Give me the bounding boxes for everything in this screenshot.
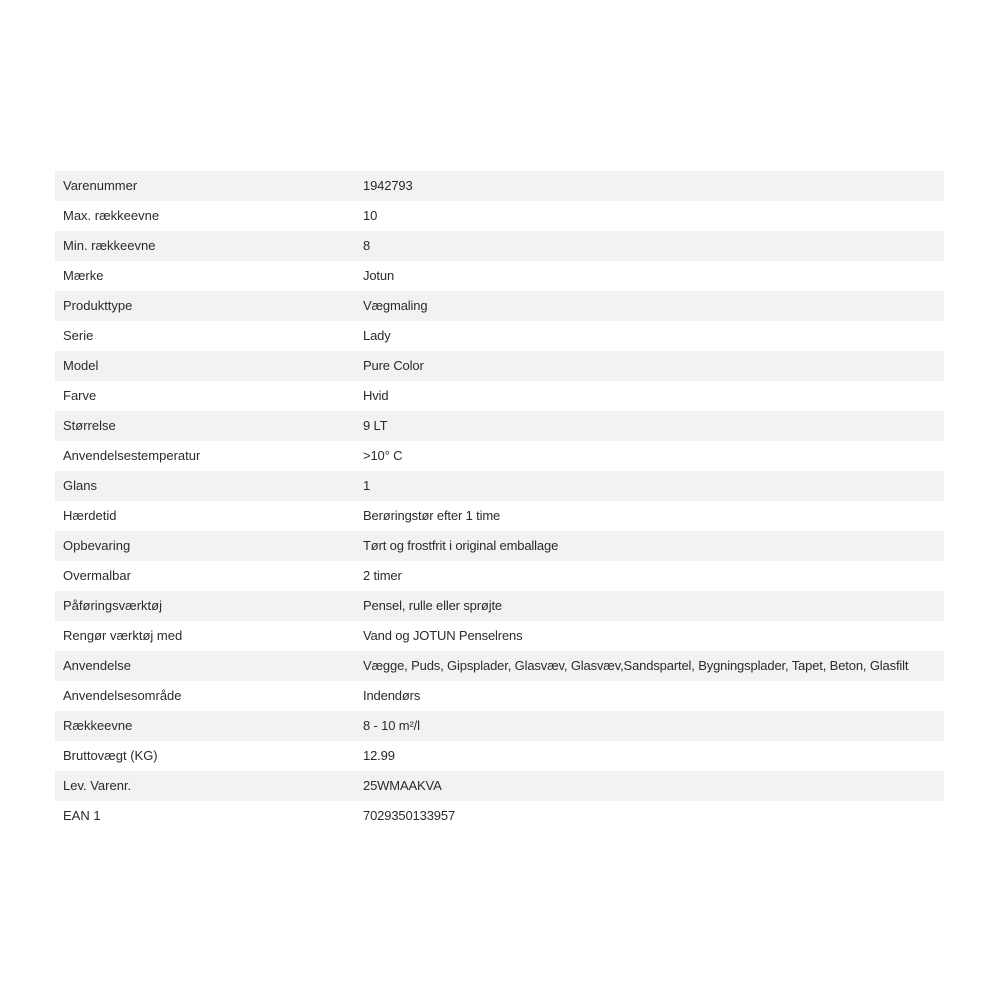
spec-row-supplier-item-number [55,771,944,801]
spec-value: 25WMAAKVA [363,778,442,793]
spec-label: Farve [63,388,97,403]
spec-value: 1 [363,478,371,493]
spec-value: Pensel, rulle eller sprøjte [363,598,503,613]
spec-row-color [55,381,944,411]
spec-label: Rengør værktøj med [63,628,183,643]
spec-row-ean [55,801,944,831]
spec-value: 8 - 10 m²/l [363,718,420,733]
spec-label: Størrelse [63,418,116,433]
spec-label: Lev. Varenr. [63,778,132,793]
spec-row-coverage [55,711,944,741]
spec-value: Jotun [363,268,395,283]
spec-value: Lady [363,328,391,343]
spec-label: Mærke [63,268,104,283]
spec-row-drying-time [55,501,944,531]
spec-label: Anvendelse [63,658,131,673]
spec-value: 9 LT [363,418,388,433]
spec-row-model [55,351,944,381]
spec-value: Pure Color [363,358,424,373]
spec-label: Anvendelsestemperatur [63,448,201,463]
spec-label: EAN 1 [63,808,101,823]
spec-row-product-type [55,291,944,321]
product-specifications-table [55,171,944,831]
spec-value: Tørt og frostfrit i original emballage [363,538,559,553]
spec-row-min-coverage [55,231,944,261]
spec-value: Hvid [363,388,389,403]
spec-row-series [55,321,944,351]
spec-label: Anvendelsesområde [63,688,182,703]
spec-label: Varenummer [63,178,138,193]
spec-value: 7029350133957 [363,808,456,823]
spec-row-application-temperature [55,441,944,471]
spec-label: Påføringsværktøj [63,598,162,613]
spec-value: 8 [363,238,371,253]
spec-row-size [55,411,944,441]
spec-row-recoatable [55,561,944,591]
spec-value: Berøringstør efter 1 time [363,508,501,523]
spec-value: 2 timer [363,568,402,583]
spec-value: 12.99 [363,748,395,763]
spec-label: Opbevaring [63,538,131,553]
spec-label: Bruttovægt (KG) [63,748,158,763]
spec-value: Vægge, Puds, Gipsplader, Glasvæv, Glasvæv,Sandspartel, Bygningsplader, Tapet, Beton, Glasfilt [363,658,909,673]
spec-row-item-number [55,171,944,201]
spec-row-usage [55,651,944,681]
spec-label: Serie [63,328,94,343]
spec-row-storage [55,531,944,561]
spec-label: Overmalbar [63,568,131,583]
spec-value: >10° C [363,448,403,463]
spec-value: Indendørs [363,688,421,703]
spec-row-application-tool [55,591,944,621]
spec-value: 1942793 [363,178,413,193]
spec-label: Glans [63,478,97,493]
spec-row-tool-cleaning [55,621,944,651]
spec-row-brand [55,261,944,291]
spec-label: Hærdetid [63,508,117,523]
spec-label: Max. rækkeevne [63,208,160,223]
spec-row-gloss [55,471,944,501]
spec-label: Model [63,358,99,373]
spec-label: Produkttype [63,298,133,313]
spec-row-usage-area [55,681,944,711]
spec-label: Min. rækkeevne [63,238,156,253]
spec-value: Vægmaling [363,298,428,313]
spec-value: Vand og JOTUN Penselrens [363,628,523,643]
spec-row-gross-weight [55,741,944,771]
spec-label: Rækkeevne [63,718,133,733]
spec-row-max-coverage [55,201,944,231]
spec-value: 10 [363,208,378,223]
